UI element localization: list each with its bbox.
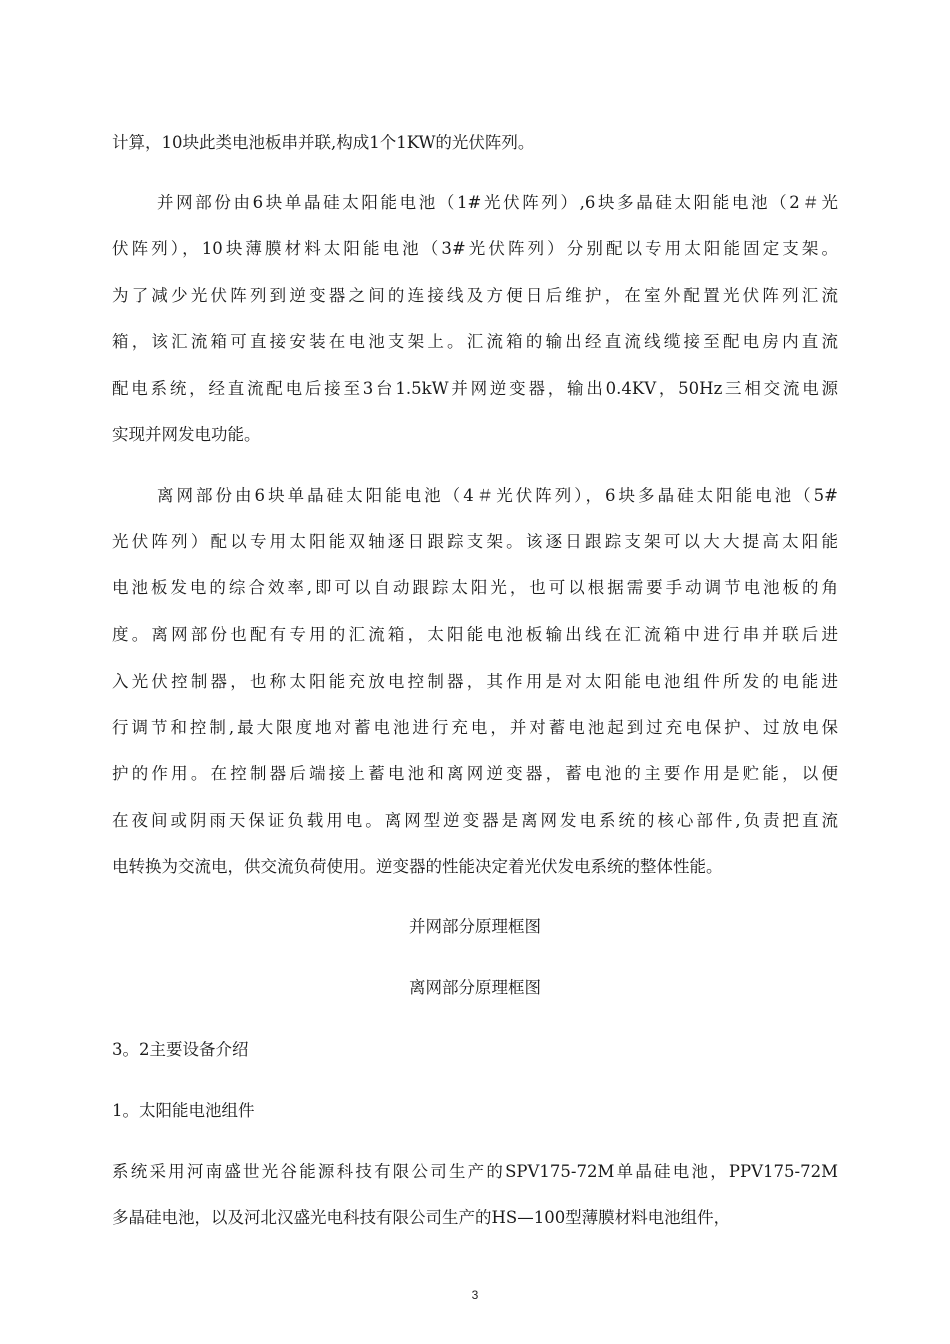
offgrid-diagram-caption: 离网部分原理框图 <box>409 978 541 997</box>
offgrid-paragraph-line: 护的作用。在控制器后端接上蓄电池和离网逆变器，蓄电池的主要作用是贮能，以便 <box>112 764 838 783</box>
offgrid-paragraph-line: 行调节和控制,最大限度地对蓄电池进行充电，并对蓄电池起到过充电保护、过放电保 <box>112 718 838 737</box>
intro-line: 计算，10块此类电池板串并联,构成1个1KW的光伏阵列。 <box>112 133 535 152</box>
offgrid-paragraph-line: 入光伏控制器，也称太阳能充放电控制器，其作用是对太阳能电池组件所发的电能进 <box>112 672 838 691</box>
grid-paragraph-line: 实现并网发电功能。 <box>112 425 261 444</box>
equipment-paragraph-line: 系统采用河南盛世光谷能源科技有限公司生产的SPV175-72M单晶硅电池，PPV175-72M <box>112 1162 838 1181</box>
offgrid-paragraph-line: 光伏阵列）配以专用太阳能双轴逐日跟踪支架。该逐日跟踪支架可以大大提高太阳能 <box>112 532 838 551</box>
offgrid-paragraph-line: 电池板发电的综合效率,即可以自动跟踪太阳光，也可以根据需要手动调节电池板的角 <box>112 578 838 597</box>
offgrid-paragraph-line: 电转换为交流电，供交流负荷使用。逆变器的性能决定着光伏发电系统的整体性能。 <box>112 857 723 876</box>
offgrid-paragraph-line: 度。离网部份也配有专用的汇流箱，太阳能电池板输出线在汇流箱中进行串并联后进 <box>112 625 838 644</box>
grid-paragraph-line: 并网部份由6块单晶硅太阳能电池（1#光伏阵列）,6块多晶硅太阳能电池（2＃光 <box>157 193 838 212</box>
section-heading: 3。2主要设备介绍 <box>112 1040 249 1059</box>
grid-paragraph-line: 箱，该汇流箱可直接安装在电池支架上。汇流箱的输出经直流线缆接至配电房内直流 <box>112 332 838 351</box>
grid-paragraph-line: 伏阵列），10块薄膜材料太阳能电池（3#光伏阵列）分别配以专用太阳能固定支架。 <box>112 239 838 258</box>
page-number: 3 <box>471 1288 479 1302</box>
grid-paragraph-line: 为了减少光伏阵列到逆变器之间的连接线及方便日后维护，在室外配置光伏阵列汇流 <box>112 286 838 305</box>
subsection-heading: 1。太阳能电池组件 <box>112 1101 255 1120</box>
offgrid-paragraph-line: 在夜间或阴雨天保证负载用电。离网型逆变器是离网发电系统的核心部件,负责把直流 <box>112 811 838 830</box>
equipment-paragraph-line: 多晶硅电池，以及河北汉盛光电科技有限公司生产的HS—100型薄膜材料电池组件， <box>112 1208 731 1227</box>
grid-paragraph-line: 配电系统，经直流配电后接至3台1.5kW并网逆变器，输出0.4KV，50Hz三相交流电源 <box>112 379 838 398</box>
grid-diagram-caption: 并网部分原理框图 <box>409 917 541 936</box>
offgrid-paragraph-line: 离网部份由6块单晶硅太阳能电池（4＃光伏阵列），6块多晶硅太阳能电池（5# <box>157 486 838 505</box>
